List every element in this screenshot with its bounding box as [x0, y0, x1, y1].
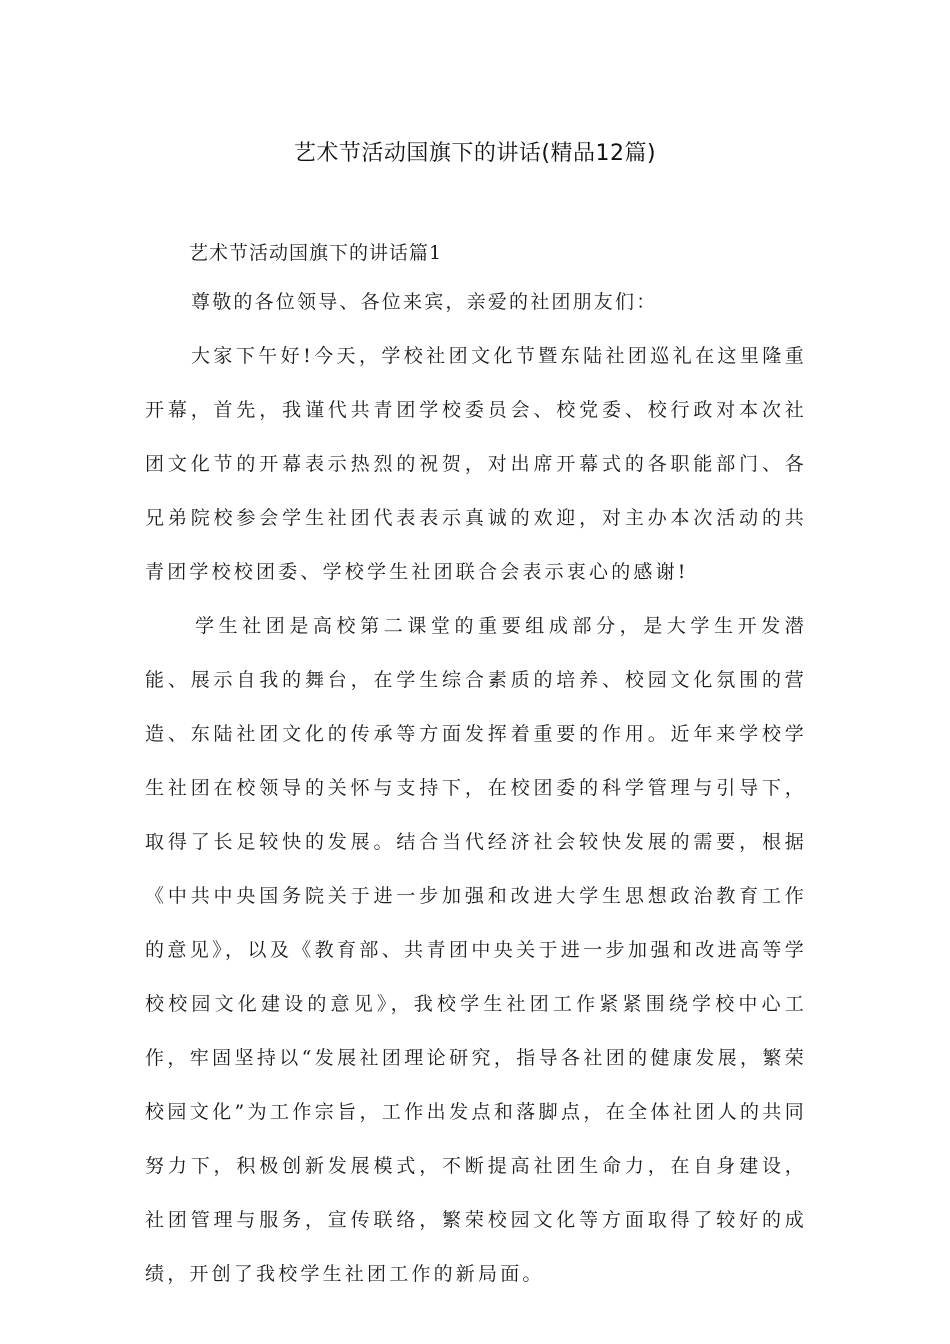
document-body	[145, 236, 807, 1301]
document-title: 艺术节活动国旗下的讲话(精品12篇)	[293, 141, 657, 166]
section-heading: 艺术节活动国旗下的讲话篇1	[189, 242, 443, 264]
salutation: 尊敬的各位领导、各位来宾，亲爱的社团朋友们：	[191, 291, 658, 313]
paragraph-student-clubs: 学生社团是高校第二课堂的重要组成部分，是大学生开发潜能、展示自我的舞台，在学生综合素质的培养、校园文化氛围的营造、东陆社团文化的传承等方面发挥着重要的作用。近年来学校学生社团在校领导的关怀与支持下，在校团委的科学管理与引导下，取得了长足较快的发展。结合当代经济社会较快发展的需要，根据《中共中央国务院关于进一步加强和改进大学生思想政治教育工作的意见》，以及《教育部、共青团中央关于进一步加强和改进高等学校校园文化建设的意见》，我校学生社团工作紧紧围绕学校中心工作，牢固坚持以“发展社团理论研究，指导各社团的健康发展，繁荣校园文化”为工作宗旨，工作出发点和落脚点，在全体社团人的共同努力下，积极创新发展模式，不断提高社团生命力，在自身建设，社团管理与服务，宣传联络，繁荣校园文化等方面取得了较好的成绩，开创了我校学生社团工作的新局面。	[145, 615, 807, 1285]
paragraph-opening: 大家下午好!今天，学校社团文化节暨东陆社团巡礼在这里隆重开幕，首先，我谨代共青团学校委员会、校党委、校行政对本次社团文化节的开幕表示热烈的祝贺，对出席开幕式的各职能部门、各兄弟院校参会学生社团代表表示真诚的欢迎，对主办本次活动的共青团学校校团委、学校学生社团联合会表示衷心的感谢!	[145, 345, 807, 583]
